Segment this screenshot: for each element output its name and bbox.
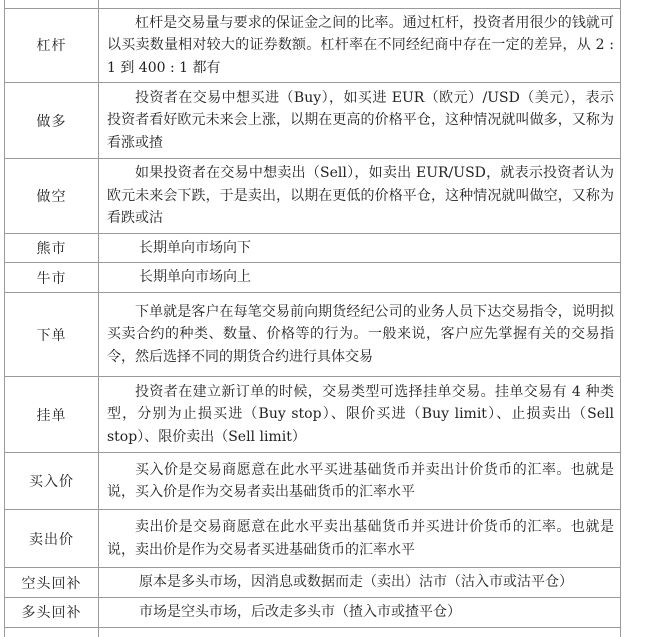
term-cell: 卖出价 bbox=[5, 510, 99, 568]
term-cell: 杠杆 bbox=[5, 8, 99, 83]
term-cell: 空头回补 bbox=[5, 568, 99, 598]
description-text: 长期单向市场向下 bbox=[139, 239, 251, 256]
description-cell bbox=[99, 568, 621, 598]
term-cell bbox=[5, 627, 99, 637]
description-cell bbox=[99, 83, 621, 159]
description-cell bbox=[99, 627, 621, 637]
term-cell: 做多 bbox=[5, 83, 99, 159]
table-row bbox=[5, 627, 621, 637]
description-text: 原本是多头市场，因消息或数据而走（卖出）沽市（沽入市或沽平仓） bbox=[139, 574, 573, 591]
table-row bbox=[5, 8, 621, 83]
term-cell bbox=[5, 0, 99, 8]
description-cell bbox=[99, 233, 621, 263]
term-cell: 挂单 bbox=[5, 377, 99, 453]
description-cell bbox=[99, 377, 621, 453]
table-row bbox=[5, 568, 621, 598]
term-cell: 多头回补 bbox=[5, 598, 99, 628]
description-text: 下单就是客户在每笔交易前向期货经纪公司的业务人员下达交易指令，说明拟买卖合约的种类、数量、价格等的行为。一般来说，客户应先掌握有关的交易指令，然后选择不同的期货合约进行具体交易 bbox=[107, 303, 614, 365]
description-text: 杠杆是交易量与要求的保证金之间的比率。通过杠杆，投资者用很少的钱就可以买卖数量相对较大的证券数额。杠杆率在不同经纪商中存在一定的差异，从 2 : 1 到 400 : 1 都有 bbox=[107, 14, 614, 76]
term-cell: 做空 bbox=[5, 159, 99, 234]
description-text: 投资者在交易中想买进（Buy），如买进 EUR（欧元）/USD（美元），表示投资者看好欧元未来会上涨，以期在更高的价格平仓，这种情况就叫做多，又称为看涨或揸 bbox=[107, 89, 614, 151]
table-row bbox=[5, 510, 621, 568]
table-row bbox=[5, 233, 621, 263]
term-cell: 牛市 bbox=[5, 263, 99, 293]
glossary-table bbox=[4, 0, 621, 637]
table-row bbox=[5, 598, 621, 628]
description-cell bbox=[99, 453, 621, 510]
description-text: 长期单向市场向上 bbox=[139, 269, 251, 286]
description-text: 如果投资者在交易中想卖出（Sell），如卖出 EUR/USD，就表示投资者认为欧元未来会下跌，于是卖出，以期在更低的价格平仓，这种情况就叫做空，又称为看跌或沽 bbox=[107, 165, 614, 226]
description-cell bbox=[99, 293, 621, 377]
table-row bbox=[5, 159, 621, 234]
table-row bbox=[5, 293, 621, 377]
description-text: 卖出价是交易商愿意在此水平卖出基础货币并买进计价货币的汇率。也就是说，卖出价是作为交易者买进基础货币的汇率水平 bbox=[107, 519, 614, 558]
description-cell bbox=[99, 510, 621, 568]
table-row bbox=[5, 83, 621, 159]
description-cell bbox=[99, 8, 621, 83]
description-cell bbox=[99, 0, 621, 8]
description-text: 市场是空头市场，后改走多头市（揸入市或揸平仓） bbox=[139, 604, 461, 620]
description-text: 买入价是交易商愿意在此水平买进基础货币并卖出计价货币的汇率。也就是说，买入价是作为交易者卖出基础货币的汇率水平 bbox=[107, 461, 614, 500]
description-text: 投资者在建立新订单的时候，交易类型可选择挂单交易。挂单交易有 4 种类型，分别为止损买进（Buy stop）、限价买进（Buy limit）、止损卖出（Sell stop）、限价卖出（Sell limit） bbox=[107, 383, 614, 445]
term-cell: 下单 bbox=[5, 293, 99, 377]
term-cell: 买入价 bbox=[5, 453, 99, 510]
table-row bbox=[5, 0, 621, 8]
table-row bbox=[5, 377, 621, 453]
description-cell bbox=[99, 263, 621, 293]
term-cell: 熊市 bbox=[5, 233, 99, 263]
description-cell bbox=[99, 159, 621, 234]
table-row bbox=[5, 453, 621, 510]
table-row bbox=[5, 263, 621, 293]
description-cell bbox=[99, 598, 621, 628]
